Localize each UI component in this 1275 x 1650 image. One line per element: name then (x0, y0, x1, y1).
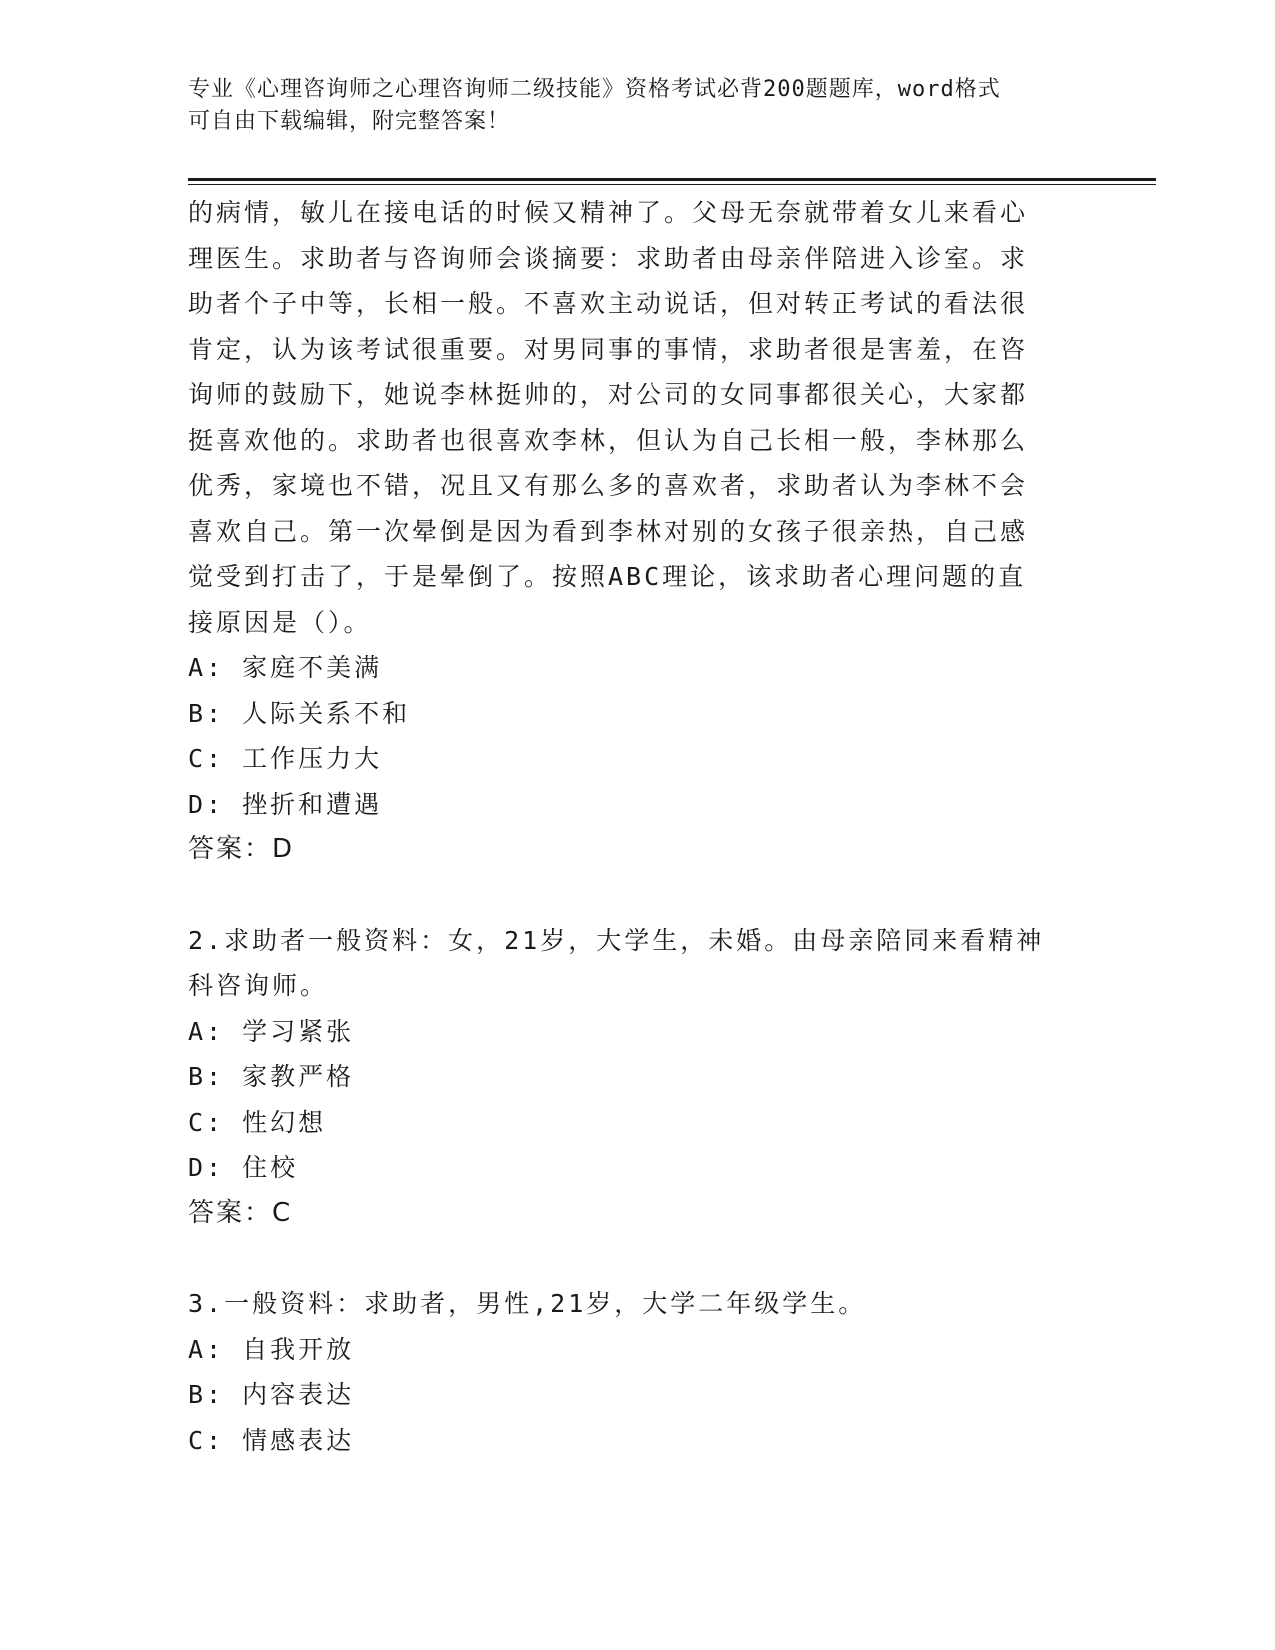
text-line: 优秀，家境也不错，况且又有那么多的喜欢者，求助者认为李林不会 (188, 471, 1029, 500)
option-b: B: 人际关系不和 (188, 698, 411, 728)
option-a: A: 自我开放 (188, 1334, 355, 1364)
answer-1: 答案：D (188, 834, 295, 864)
text-line: 助者个子中等，长相一般。不喜欢主动说话，但对转正考试的看法很 (188, 289, 1029, 318)
header-line-2: 可自由下载编辑，附完整答案！ (188, 109, 511, 134)
option-c: C: 情感表达 (188, 1425, 355, 1455)
text-line: 挺喜欢他的。求助者也很喜欢李林，但认为自己长相一般，李林那么 (188, 425, 1029, 455)
spacer (188, 1236, 1068, 1281)
spacer (188, 873, 1068, 918)
document-body (188, 190, 1068, 1463)
text-line: 科咨询师。 (188, 971, 329, 1000)
text-line: 喜欢自己。第一次晕倒是因为看到李林对别的女孩子很亲热，自己感 (188, 516, 1029, 546)
header-divider-thin (188, 184, 1156, 185)
text-line: 理医生。求助者与咨询师会谈摘要：求助者由母亲伴陪进入诊室。求 (188, 243, 1029, 273)
option-a: A: 家庭不美满 (188, 653, 383, 682)
option-b: B: 家教严格 (188, 1062, 355, 1091)
text-line: 2.求助者一般资料：女，21岁，大学生，未婚。由母亲陪同来看精神 (188, 925, 1045, 955)
document-header (188, 74, 1068, 138)
text-line: 的病情，敏儿在接电话的时候又精神了。父母无奈就带着女儿来看心 (188, 198, 1029, 227)
text-line: 接原因是（）。 (188, 607, 372, 637)
option-d: D: 挫折和遭遇 (188, 789, 383, 819)
text-line: 肯定，认为该考试很重要。对男同事的事情，求助者很是害羞，在咨 (188, 334, 1029, 364)
text-line: 3.一般资料：求助者，男性,21岁，大学二年级学生。 (188, 1289, 867, 1318)
option-b: B: 内容表达 (188, 1380, 355, 1409)
option-d: D: 住校 (188, 1153, 299, 1182)
header-line-1: 专业《心理咨询师之心理咨询师二级技能》资格考试必背200题题库，word格式 (188, 77, 1001, 102)
question-2 (188, 918, 1068, 1237)
option-a: A: 学习紧张 (188, 1016, 355, 1046)
question-1 (188, 190, 1068, 873)
text-line: 询师的鼓励下，她说李林挺帅的，对公司的女同事都很关心，大家都 (188, 380, 1029, 409)
option-c: C: 性幻想 (188, 1107, 327, 1137)
header-divider-thick (188, 178, 1156, 181)
text-line: 觉受到打击了，于是晕倒了。按照ABC理论，该求助者心理问题的直 (188, 562, 1027, 591)
option-c: C: 工作压力大 (188, 744, 383, 773)
answer-2: 答案：C (188, 1197, 293, 1228)
question-3-stem (188, 1281, 1068, 1327)
question-3 (188, 1281, 1068, 1463)
question-1-stem (188, 190, 1068, 645)
question-2-stem (188, 918, 1068, 1009)
